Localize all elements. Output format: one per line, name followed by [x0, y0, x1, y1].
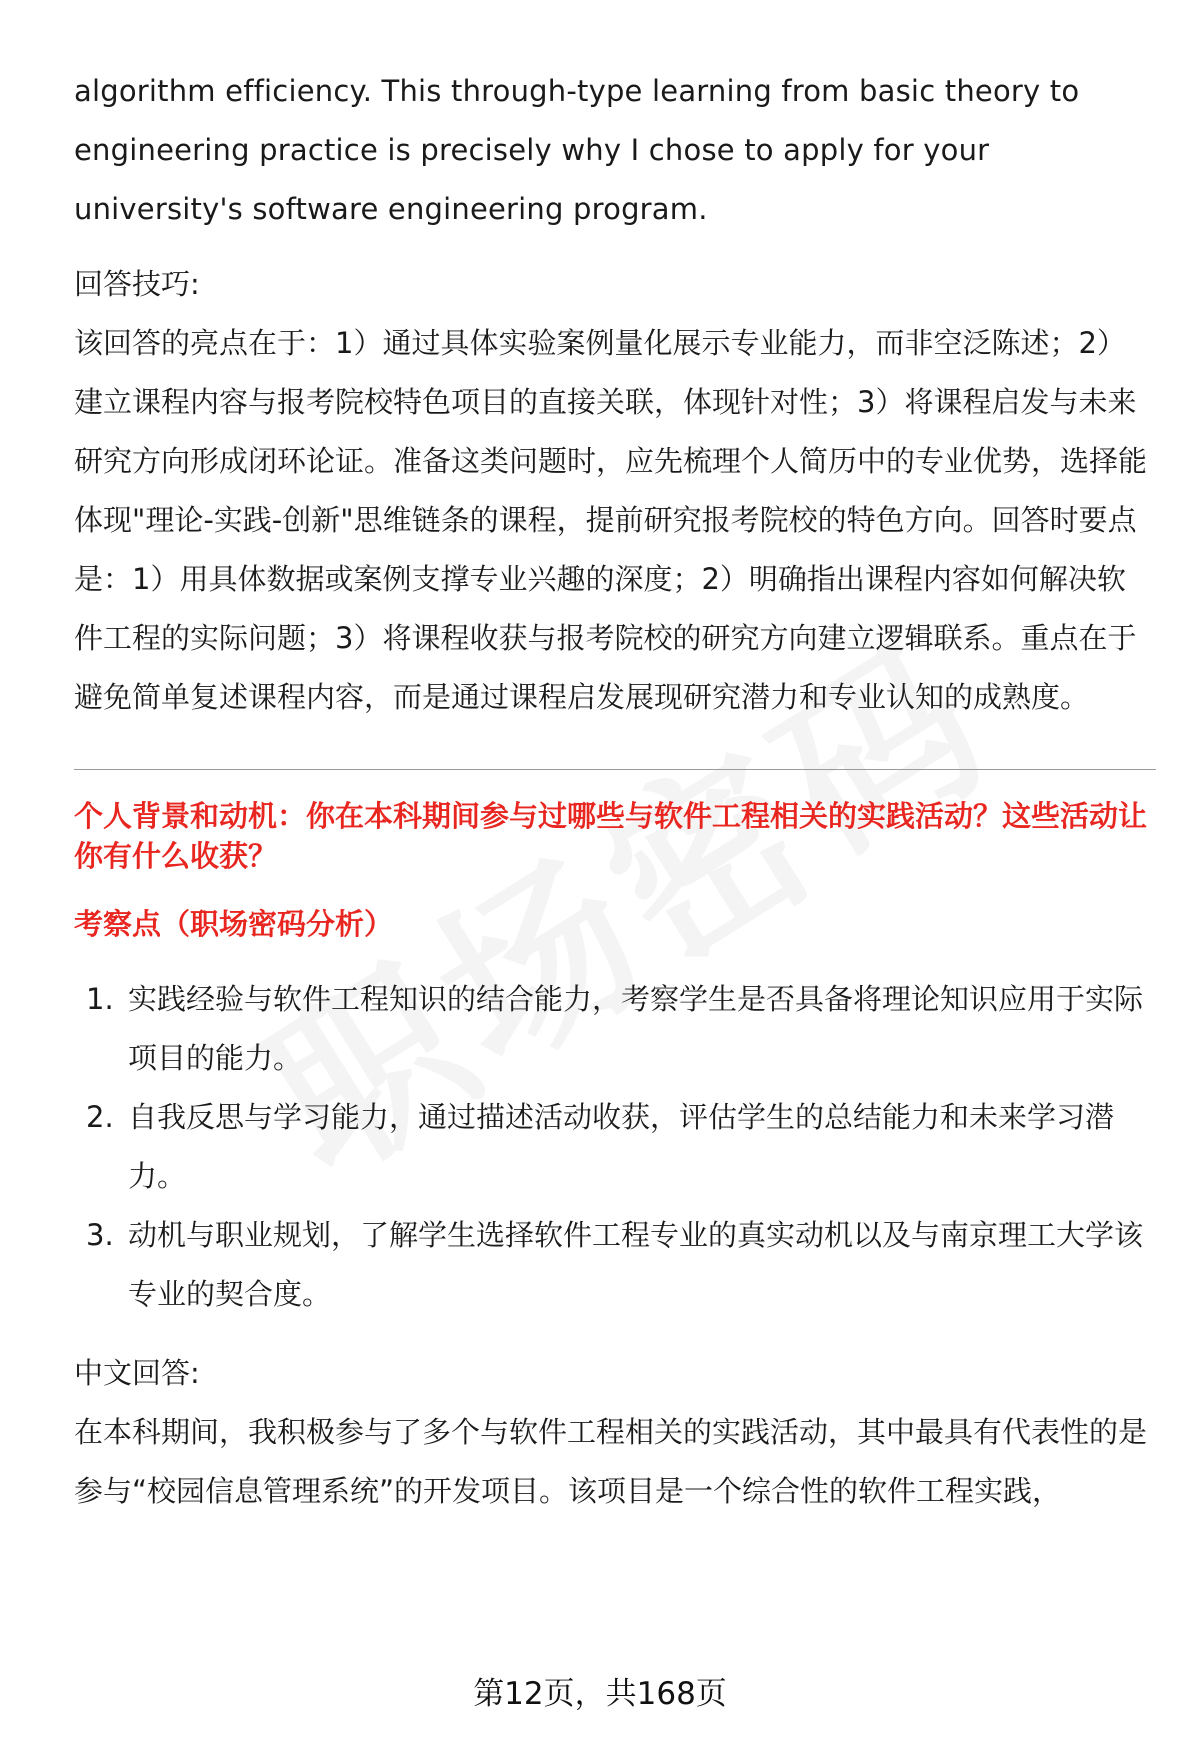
list-item: [74, 970, 1154, 1088]
list-item-text: 动机与职业规划，了解学生选择软件工程专业的真实动机以及与南京理工大学该专业的契合度。: [128, 1218, 1144, 1311]
list-number: 3.: [86, 1218, 114, 1252]
tips-label: 回答技巧:: [74, 267, 200, 301]
answer-label: 中文回答:: [74, 1356, 200, 1390]
list-item: [74, 1088, 1154, 1206]
list-number: 2.: [86, 1100, 114, 1134]
analysis-list: [74, 970, 1154, 1324]
list-item-text: 实践经验与软件工程知识的结合能力，考察学生是否具备将理论知识应用于实际项目的能力。: [128, 982, 1144, 1075]
intro-paragraph: algorithm efficiency. This through-type learning from basic theory to engineering practice is precisely why I chose to apply for your university's software engineering program.: [74, 74, 1080, 226]
section-divider: [74, 769, 1156, 770]
list-item: [74, 1206, 1154, 1324]
answer-paragraph: 在本科期间，我积极参与了多个与软件工程相关的实践活动，其中最具有代表性的是参与“校园信息管理系统”的开发项目。该项目是一个综合性的软件工程实践，: [74, 1415, 1148, 1508]
question-title: 个人背景和动机：你在本科期间参与过哪些与软件工程相关的实践活动？这些活动让你有什么收获？: [74, 799, 1148, 873]
page-footer: 第12页，共168页: [473, 1676, 727, 1712]
analysis-heading: 考察点（职场密码分析）: [74, 907, 394, 941]
tips-paragraph: 该回答的亮点在于：1）通过具体实验案例量化展示专业能力，而非空泛陈述；2）建立课程内容与报考院校特色项目的直接关联，体现针对性；3）将课程启发与未来研究方向形成闭环论证。准备这类问题时，应先梳理个人简历中的专业优势，选择能体现"理论-实践-创新"思维链条的课程，提前研究报考院校的特色方向。回答时要点是：1）用具体数据或案例支撑专业兴趣的深度；2）明确指出课程内容如何解决软件工程的实际问题；3）将课程收获与报考院校的研究方向建立逻辑联系。重点在于避免简单复述课程内容，而是通过课程启发展现研究潜力和专业认知的成熟度。: [74, 326, 1148, 714]
list-number: 1.: [86, 982, 114, 1016]
page-content: [74, 62, 1154, 1521]
list-item-text: 自我反思与学习能力，通过描述活动收获，评估学生的总结能力和未来学习潜力。: [128, 1100, 1115, 1193]
